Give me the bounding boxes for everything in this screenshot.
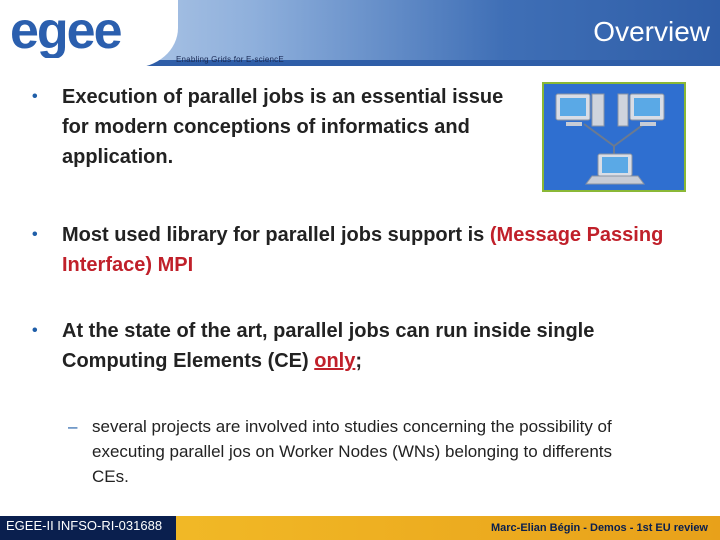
tagline: Enabling Grids for E-sciencE [176,55,284,64]
slide-header [0,0,720,68]
slide-title: Overview [593,16,710,47]
sub-bullet-text: several projects are involved into studies concerning the possibility of executing parallel jos on Worker Nodes (WNs) belonging to differents CEs. [92,417,613,486]
egee-logo [10,6,170,58]
egee-logo-text: egee [10,6,121,58]
bullet-dot-icon: • [32,88,38,105]
bullet-dot-icon: • [32,226,38,243]
bullet-3-text-only: only [314,350,356,372]
bullet-3-text [62,316,662,376]
network-computers-icon [544,84,684,190]
slide-footer [0,516,720,540]
sub-bullet-dash-icon: – [68,417,78,436]
bullet-2-text [62,220,712,280]
bullet-3-text-end: ; [355,350,363,372]
bullet-2-text-highlight: (Message Passing Interface) MPI [62,224,664,276]
footer-presenter: Marc-Elian Bégin - Demos - 1st EU review [490,522,708,534]
network-computers-image [542,82,686,192]
bullet-dot-icon: • [32,322,38,339]
bullet-2-text-main: Most used library for parallel jobs support is [62,224,490,246]
footer-project-code: EGEE-II INFSO-RI-031688 [0,516,176,540]
bullet-3-text-main: At the state of the art, parallel jobs can run inside single Computing Elements (CE) [62,320,595,372]
bullet-1-text: Execution of parallel jobs is an essential issue for modern conceptions of informatics and application. [62,86,504,168]
